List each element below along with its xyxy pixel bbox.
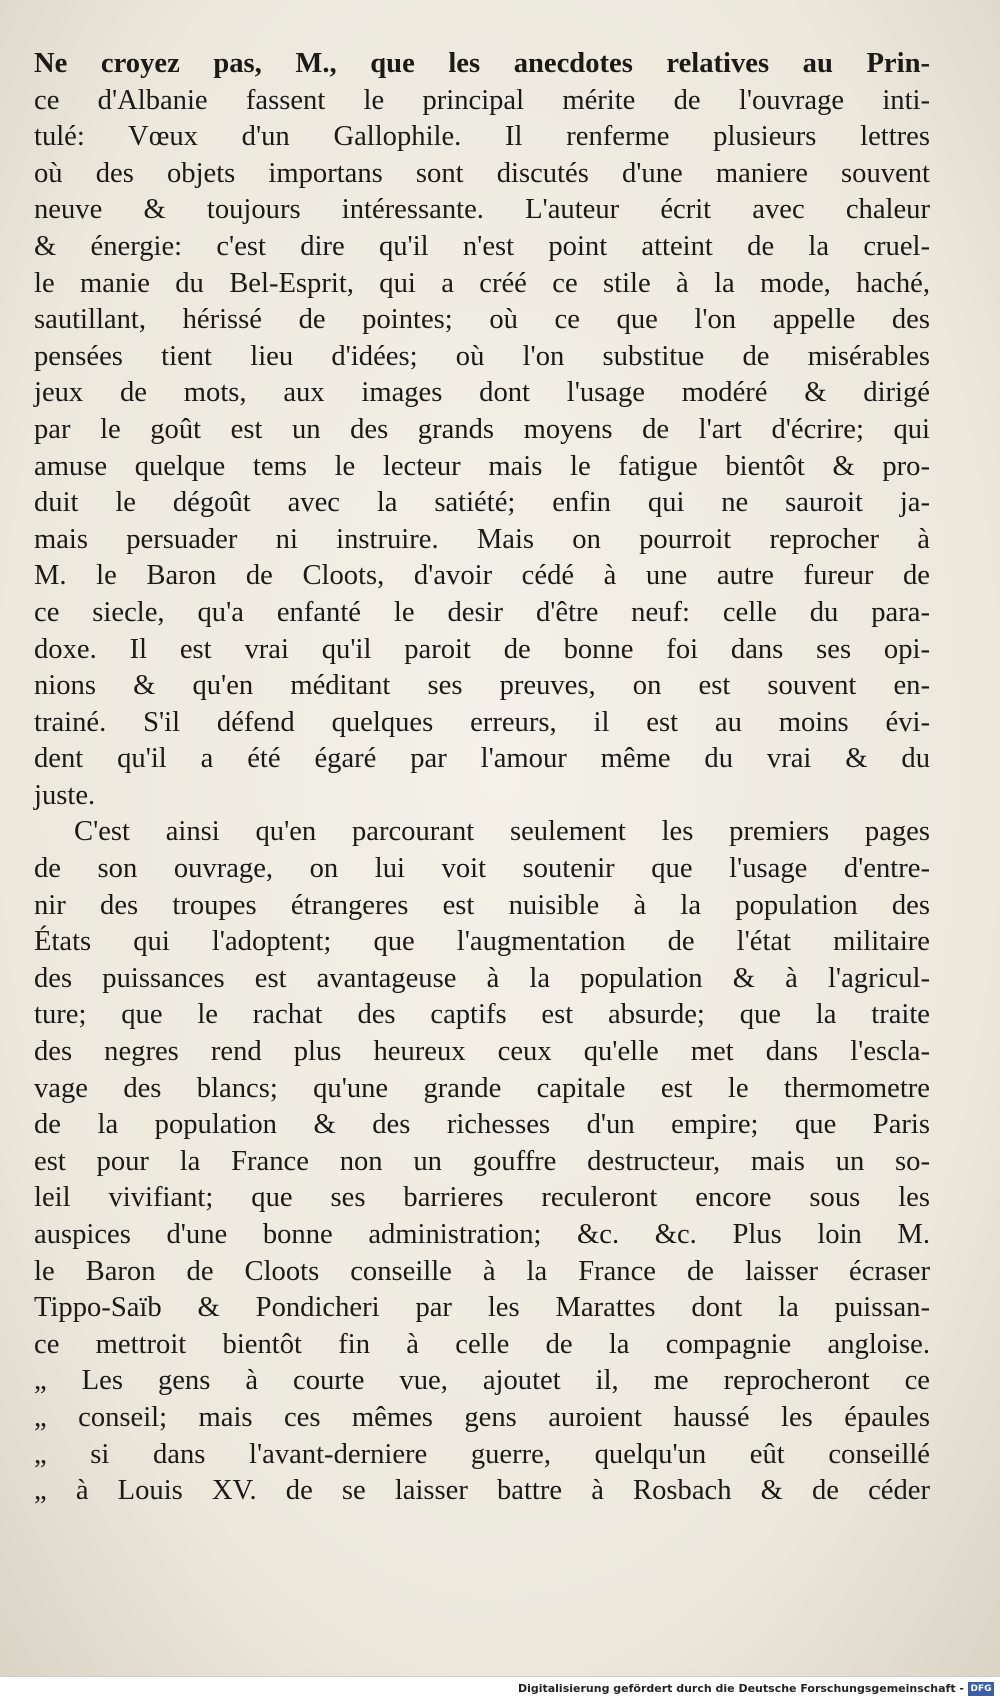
text-line: juste.	[34, 779, 96, 811]
text-line: neuve & toujours intéressante. L'auteur écrit avec chaleur	[34, 194, 930, 226]
text-line: duit le dégoût avec la satiété; enfin qui ne sauroit ja-	[34, 487, 930, 519]
text-line: „ à Louis XV. de se laisser battre à Rosbach & de céder	[34, 1475, 930, 1507]
text-line: auspices d'une bonne administration; &c. &c. Plus loin M.	[34, 1219, 930, 1250]
text-line: leil vivifiant; que ses barrieres reculeront encore sous les	[34, 1182, 930, 1214]
text-line: sautillant, hérissé de pointes; où ce que l'on appelle des	[34, 304, 930, 336]
text-line: des puissances est avantageuse à la population & à l'agricul-	[34, 962, 930, 994]
text-line: Ne croyez pas, M., que les anecdotes relatives au Prin-	[34, 48, 930, 79]
text-line: vage des blancs; qu'une grande capitale est le thermometre	[34, 1072, 930, 1104]
text-line: États qui l'adoptent; que l'augmentation de l'état militaire	[34, 926, 930, 958]
text-line: mais persuader ni instruire. Mais on pourroit reprocher à	[34, 523, 930, 555]
text-line: le manie du Bel-Esprit, qui a créé ce stile à la mode, haché,	[34, 267, 930, 299]
text-line: trainé. S'il défend quelques erreurs, il est au moins évi-	[34, 706, 930, 738]
text-line: nir des troupes étrangeres est nuisible à la population des	[34, 889, 930, 921]
text-line: doxe. Il est vrai qu'il paroit de bonne foi dans ses opi-	[34, 633, 930, 665]
text-line: est pour la France non un gouffre destructeur, mais un so-	[34, 1145, 930, 1177]
text-line: ture; que le rachat des captifs est absurde; que la traite	[34, 999, 930, 1031]
dfg-logo: DFG	[968, 1682, 994, 1696]
footer-credit: Digitalisierung gefördert durch die Deutsche Forschungsgemeinschaft -	[517, 1682, 964, 1695]
text-line: de son ouvrage, on lui voit soutenir que l'usage d'entre-	[34, 853, 930, 885]
text-line: „ si dans l'avant-derniere guerre, quelqu'un eût conseillé	[34, 1438, 930, 1470]
text-line: M. le Baron de Cloots, d'avoir cédé à une autre fureur de	[34, 560, 930, 592]
text-line: où des objets importans sont discutés d'une maniere souvent	[34, 157, 930, 189]
text-line: ce siecle, qu'a enfanté le desir d'être neuf: celle du para-	[34, 596, 930, 628]
text-line: par le goût est un des grands moyens de l'art d'écrire; qui	[34, 413, 930, 445]
text-line: „ conseil; mais ces mêmes gens auroient haussé les épaules	[34, 1401, 930, 1433]
text-line: dent qu'il a été égaré par l'amour même du vrai & du	[34, 743, 930, 775]
text-line: & énergie: c'est dire qu'il n'est point atteint de la cruel-	[34, 230, 930, 262]
text-line: Tippo-Saïb & Pondicheri par les Marattes dont la puissan-	[34, 1292, 930, 1324]
text-line: C'est ainsi qu'en parcourant seulement les premiers pages	[74, 816, 930, 848]
page-text	[34, 46, 930, 1510]
text-line: amuse quelque tems le lecteur mais le fatigue bientôt & pro-	[34, 450, 930, 482]
text-line: „ Les gens à courte vue, ajoutet il, me reprocheront ce	[34, 1365, 930, 1397]
text-line: le Baron de Cloots conseille à la France de laisser écraser	[34, 1255, 930, 1287]
digitization-footer	[0, 1676, 1000, 1701]
text-line: de la population & des richesses d'un empire; que Paris	[34, 1109, 930, 1141]
text-line: des negres rend plus heureux ceux qu'elle met dans l'escla-	[34, 1036, 930, 1068]
text-line: jeux de mots, aux images dont l'usage modéré & dirigé	[34, 377, 930, 409]
text-line: nions & qu'en méditant ses preuves, on est souvent en-	[34, 670, 930, 702]
text-line: tulé: Vœux d'un Gallophile. Il renferme plusieurs lettres	[34, 121, 930, 153]
text-line: pensées tient lieu d'idées; où l'on substitue de misérables	[34, 340, 930, 372]
text-line: ce mettroit bientôt fin à celle de la compagnie angloise.	[34, 1328, 930, 1360]
text-line: ce d'Albanie fassent le principal mérite de l'ouvrage inti-	[34, 84, 930, 116]
